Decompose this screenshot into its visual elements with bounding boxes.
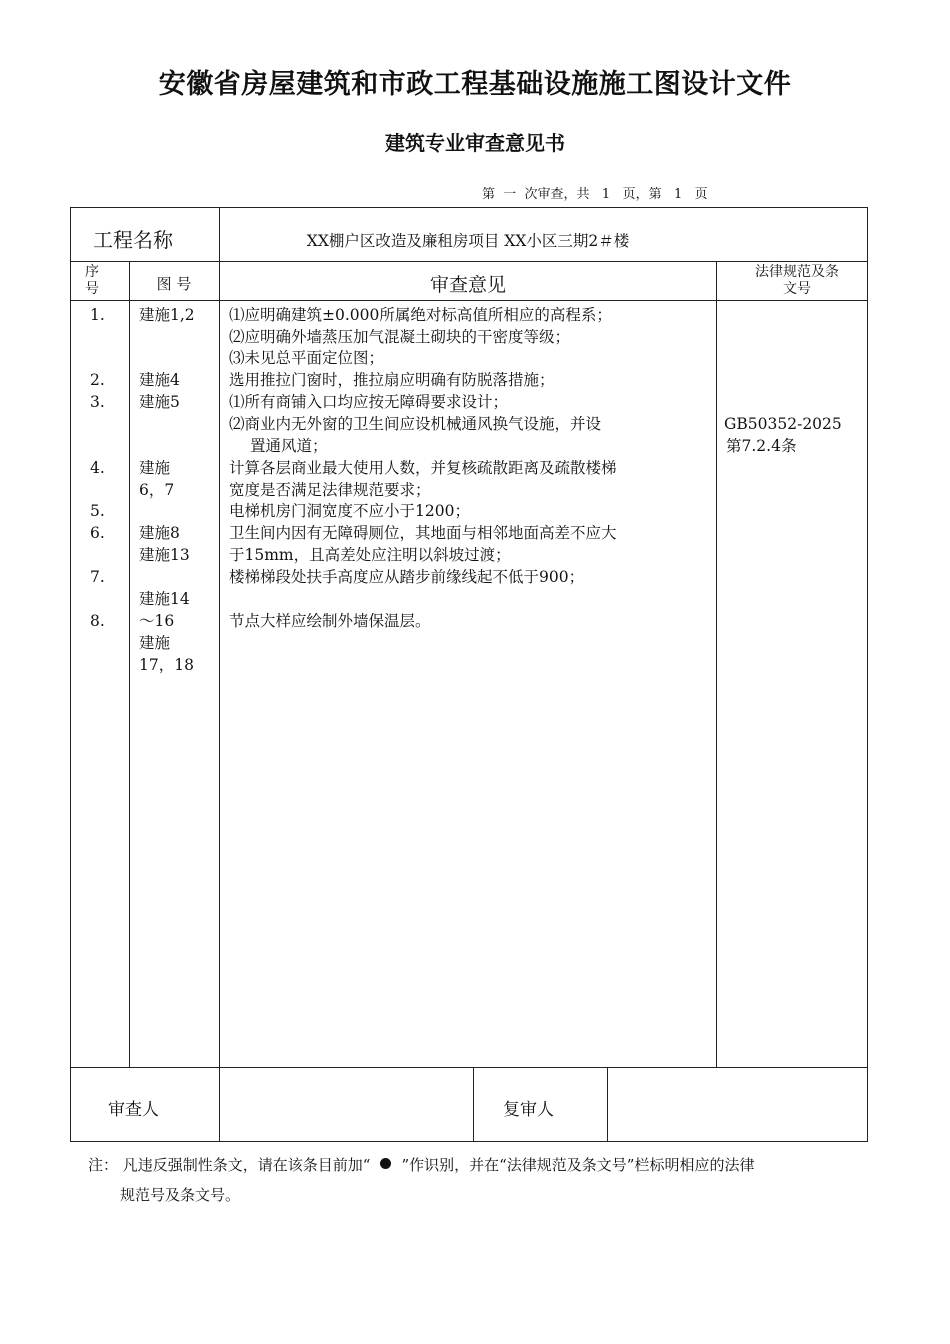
project-name: XX棚户区改造及廉租房项目 XX小区三期2＃楼 bbox=[306, 232, 630, 250]
table-divider-footer bbox=[70, 1067, 868, 1068]
opinion-line: 宽度是否满足法律规范要求； bbox=[229, 481, 431, 499]
opinion-line: ⑴应明确建筑±0.000所属绝对标高值所相应的高程系； bbox=[229, 306, 612, 324]
footnote-line-2: 规范号及条文号。 bbox=[120, 1186, 241, 1204]
header-opinion: 审查意见 bbox=[429, 274, 506, 296]
opinion-line: 电梯机房门洞宽度不应小于1200； bbox=[229, 502, 470, 520]
document-subtitle: 建筑专业审查意见书 bbox=[385, 131, 565, 155]
table-border-right bbox=[867, 207, 868, 1142]
table-border-top bbox=[70, 207, 868, 208]
footnote bbox=[88, 1150, 754, 1210]
opinion-line: 选用推拉门窗时，推拉扇应明确有防脱落措施； bbox=[229, 371, 555, 389]
drawing-ref: 17，18 bbox=[139, 656, 194, 674]
opinion-line: 于15mm，且高差处应注明以斜坡过渡； bbox=[229, 546, 511, 564]
opinion-line: ⑴所有商铺入口均应按无障碍要求设计； bbox=[229, 393, 509, 411]
drawing-ref: 建施 bbox=[139, 459, 171, 477]
drawing-ref: 建施 bbox=[139, 634, 171, 652]
project-label: 工程名称 bbox=[93, 228, 173, 252]
table-border-bottom bbox=[70, 1141, 868, 1142]
header-seq: 序号 bbox=[85, 264, 99, 297]
column-divider-drawing bbox=[219, 207, 220, 1142]
opinion-line: ⑶未见总平面定位图； bbox=[229, 349, 385, 367]
table-border-left bbox=[70, 207, 71, 1142]
footnote-line-1 bbox=[88, 1150, 754, 1180]
column-divider-opinion bbox=[716, 261, 717, 1068]
drawing-ref: 建施1,2 bbox=[139, 306, 195, 324]
seq-number: 2. bbox=[90, 371, 105, 389]
table-divider-header bbox=[70, 300, 868, 301]
seq-number: 5. bbox=[90, 502, 105, 520]
seq-number: 8. bbox=[90, 612, 105, 630]
law-ref: GB50352-2025 bbox=[724, 415, 842, 433]
drawing-ref: 建施14 bbox=[139, 590, 190, 608]
opinion-line: ⑵商业内无外窗的卫生间应设机械通风换气设施，并设 bbox=[229, 415, 602, 433]
footer-divider-right bbox=[607, 1067, 608, 1142]
seq-number: 6. bbox=[90, 524, 105, 542]
header-law: 法律规范及条文号 bbox=[755, 264, 839, 297]
column-divider-seq bbox=[129, 261, 130, 1068]
footnote-suffix: ”作识别，并在“法律规范及条文号”栏标明相应的法律 bbox=[401, 1156, 755, 1174]
drawing-ref: 6，7 bbox=[139, 481, 175, 499]
opinion-line: 计算各层商业最大使用人数，并复核疏散距离及疏散楼梯 bbox=[229, 459, 617, 477]
drawing-ref: 建施13 bbox=[139, 546, 190, 564]
document-title: 安徽省房屋建筑和市政工程基础设施施工图设计文件 bbox=[158, 69, 792, 100]
opinion-line: ⑵应明确外墙蒸压加气混凝土砌块的干密度等级； bbox=[229, 328, 571, 346]
bullet-dot-icon bbox=[380, 1158, 391, 1169]
drawing-ref: 建施4 bbox=[139, 371, 180, 389]
opinion-line: 置通风道； bbox=[250, 437, 328, 455]
rechecker-label: 复审人 bbox=[503, 1100, 554, 1120]
opinion-line: 卫生间内因有无障碍厕位，其地面与相邻地面高差不应大 bbox=[229, 524, 617, 542]
footnote-prefix: 注： 凡违反强制性条文，请在该条目前加“ bbox=[88, 1156, 371, 1174]
header-drawing: 图 号 bbox=[156, 275, 192, 293]
reviewer-label: 审查人 bbox=[108, 1100, 159, 1120]
seq-number: 3. bbox=[90, 393, 105, 411]
opinion-line: 节点大样应绘制外墙保温层。 bbox=[229, 612, 431, 630]
opinion-line: 楼梯梯段处扶手高度应从踏步前缘线起不低于900； bbox=[229, 568, 585, 586]
drawing-ref: 建施5 bbox=[139, 393, 180, 411]
seq-number: 4. bbox=[90, 459, 105, 477]
footer-divider-mid bbox=[473, 1067, 474, 1142]
page-info: 第 一 次审查，共 1 页，第 1 页 bbox=[482, 187, 708, 202]
seq-number: 1. bbox=[90, 306, 105, 324]
drawing-ref: 建施8 bbox=[139, 524, 180, 542]
law-ref: 第7.2.4条 bbox=[726, 437, 797, 455]
table-divider-project bbox=[70, 261, 868, 262]
drawing-ref: ～16 bbox=[139, 612, 175, 630]
seq-number: 7. bbox=[90, 568, 105, 586]
